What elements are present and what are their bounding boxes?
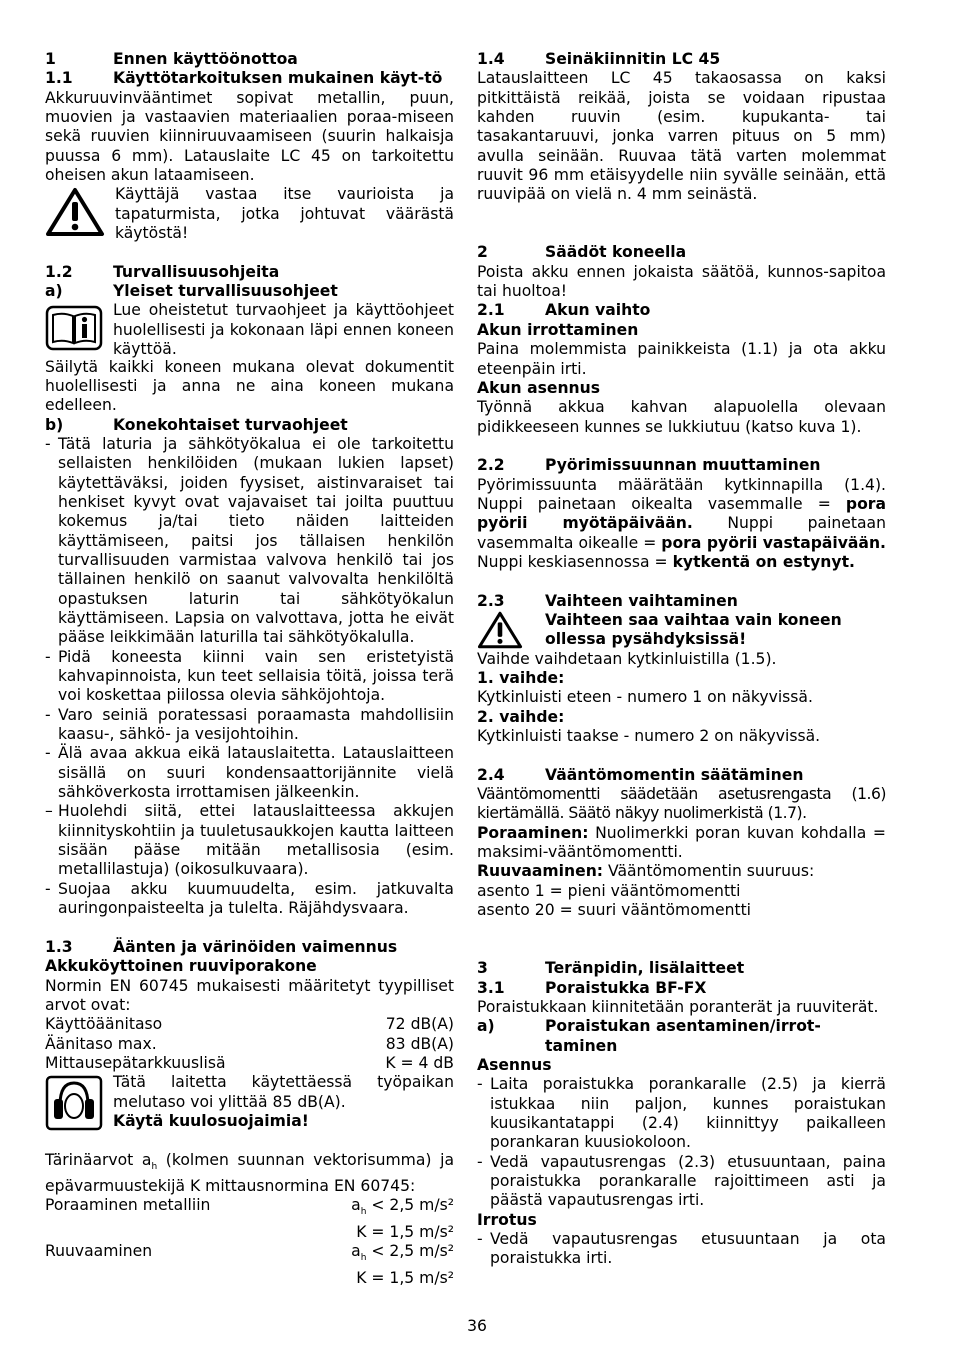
wall-mount-text: Latauslaitteen LC 45 takaosassa on kaksi pitkittäistä reikää, joista se voidaan ripustaa kahden ruuvin (esim. kupukanta- tai tasakantaruuvi, jonka varren pituus on 5 mm) avulla seinään. Ruuvaa tätä varten molemmat ruuvit 96 mm etäisyydelle niin syvälle seinään, että ruuvipää on vielä n. 4 mm seinästä.	[477, 69, 886, 204]
heading-2-3: 2.3 Vaihteen vaihtaminen	[477, 591, 738, 610]
vibration-row: Poraaminen metalliin $a_h < 2,5$ m/s² K = 1,5 m/s²	[45, 1196, 454, 1241]
warning-text: Käyttäjä vastaa itse vaurioista ja tapaturmista, jotka johtuvat väärästä käytöstä!	[115, 185, 454, 243]
vibration-row: Ruuvaaminen $a_h < 2,5$ m/s² K = 1,5 m/s²	[45, 1242, 454, 1287]
info-book-icon	[45, 303, 103, 353]
table-row: Äänitaso max. 83 dB(A)	[45, 1034, 454, 1053]
heading-2: 2 Säädöt koneella	[477, 243, 687, 262]
paragraph: asento 1 = pieni vääntömomentti	[477, 881, 741, 900]
noise-intro: Normin EN 60745 mukaisesti määritetyt tyypilliset arvot ovat:	[45, 976, 454, 1014]
torque-text: Vääntömomentti säädetään asetusrengasta (1.6) kiertämällä. Säätö näkyy nuolimerkistä (1.7).	[477, 785, 886, 823]
right-column	[477, 50, 886, 1269]
info-text: Lue oheistetut turvaohjeet ja käyttöohjeet huolellisesti ja kokonaan läpi ennen koneen käyttöä.	[113, 301, 454, 359]
heading-1-3	[45, 938, 454, 957]
subheading: Akun asennus	[477, 378, 601, 397]
page-number: 36	[467, 1317, 487, 1335]
warning-text: Vaihteen saa vaihtaa vain koneen ollessa pysähdyksissä!	[545, 610, 842, 649]
hearing-protection-icon	[45, 1075, 103, 1131]
heading-number: 1.1	[45, 69, 73, 88]
hearing-note	[45, 1073, 454, 1131]
paragraph: Poraistukkaan kiinnitetään poranterät ja ruuviterät.	[477, 997, 879, 1016]
heading-title: Käyttötarkoituksen mukainen käyt-tö	[113, 69, 443, 88]
paragraph: Kytkinluisti taakse - numero 2 on näkyvissä.	[477, 727, 821, 746]
subheading: 2. vaihde:	[477, 707, 565, 726]
gear-warning	[477, 611, 886, 650]
paragraph: Paina molemmista painikkeista (1.1) ja ota akku eteenpäin irti.	[477, 340, 886, 378]
info-note	[45, 301, 454, 359]
subheading: 1. vaihde:	[477, 669, 565, 687]
list-item: - Vedä vapautusrengas (2.3) etusuuntaan, paina poraistukka porankaralle rajoittimeen asti ja päästä vapautusrengas irti.	[477, 1152, 886, 1210]
heading-1-4: 1.4 Seinäkiinnitin LC 45	[477, 50, 721, 68]
heading-number: 1.3	[45, 937, 73, 956]
intended-use-text: Akkuruuvinvääntimet sopivat metallin, puun, muovien ja vastaavien materiaalien poraa-miseen sekä ruuvien kiinniruuvaamiseen (suurin halkaisja puussa 6 mm). Latauslaite LC 45 on tarkoitettu oheisen akun lataamiseen.	[45, 88, 454, 185]
vibration-intro: Tärinäarvot $a_h$ (kolmen suunnan vektorisumma) ja epävarmuustekijä K mittausnormina EN 60745:	[45, 1150, 454, 1196]
left-column	[45, 50, 454, 1288]
subheading: Akkuköyttoinen ruuviporakone	[45, 957, 317, 976]
warning-icon	[477, 611, 523, 649]
heading-title: Konekohtaiset turvaohjeet	[113, 415, 348, 434]
heading-1-2-a	[45, 282, 454, 301]
heading-title: Turvallisuusohjeita	[113, 262, 280, 281]
list-item: - Varo seiniä poratessasi poraamasta mahdollisiin kaasu-, sähkö- ja vesijohtoihin.	[45, 705, 454, 744]
paragraph: Poraaminen: Nuolimerkki poran kuvan kohdalla = maksimi-vääntömomentti.	[477, 823, 886, 862]
subheading: Irrotus	[477, 1210, 537, 1229]
warning-icon	[45, 187, 105, 237]
list-item: - Älä avaa akkua eikä latauslaitetta. Latauslaitteen sisällä on suuri kondensaattorijännite vielä sähköverkosta irrottamisen jälkeenkin.	[45, 744, 454, 802]
hearing-warning: Käytä kuulosuojaimia!	[113, 1111, 309, 1130]
warning-note	[45, 185, 454, 243]
settings-text: Poista akku ennen jokaista säätöä, kunnos-sapitoa tai huoltoa!	[477, 262, 886, 301]
paragraph: Ruuvaaminen: Vääntömomentin suuruus:	[477, 862, 815, 881]
list-item: – Huolehdi siitä, ettei latauslaitteessa akkujen kiinnityskohtiin ja tuuletusaukkojen kautta laitteen sisään pääse mitään metallisosia (esim. metallilastuja) (oikosulkuvaara).	[45, 802, 454, 879]
paragraph: Kytkinluisti eteen - numero 1 on näkyvissä.	[477, 688, 813, 707]
heading-3-1-a: a) Poraistukan asentaminen/irrot-taminen	[477, 1017, 821, 1055]
table-row: Mittausepätarkkuuslisä K = 4 dB	[45, 1053, 454, 1072]
noise-table	[45, 1015, 454, 1073]
safety-list	[45, 435, 454, 919]
paragraph: Työnnä akkua kahvan alapuolella olevaan pidikkeeseen kunnes se lukkiutuu (katso kuva 1).	[477, 398, 886, 436]
paragraph: Vaihde vaihdetaan kytkinluistilla (1.5).	[477, 649, 777, 668]
heading-1-2	[45, 263, 454, 282]
heading-1-1	[45, 69, 454, 88]
heading-number: 1	[45, 50, 56, 68]
heading-2-4: 2.4 Vääntömomentin säätäminen	[477, 765, 804, 784]
heading-2-2: 2.2 Pyörimissuunnan muuttaminen	[477, 456, 821, 475]
documents-text: Säilytä kaikki koneen mukana olevat dokumentit huolellisesti ja anna ne aina koneen mukana edelleen.	[45, 357, 454, 415]
heading-title: Äänten ja värinöiden vaimennus	[113, 937, 398, 956]
heading-title: Yleiset turvallisuusohjeet	[113, 282, 338, 301]
subheading: Akun irrottaminen	[477, 320, 639, 339]
table-row: Käyttöäänitaso 72 dB(A)	[45, 1015, 454, 1034]
list-item: - Suojaa akku kuumuudelta, esim. jatkuvalta auringonpaisteelta ja tulelta. Räjähdysvaara.	[45, 879, 454, 918]
heading-number: a)	[45, 282, 63, 301]
heading-number: 1.2	[45, 262, 73, 281]
list-item: - Vedä vapautusrengas etusuuntaan ja ota poraistukka irti.	[477, 1229, 886, 1268]
rotation-text: Pyörimissuunta määrätään kytkinnapilla (1.4). Nuppi painetaan oikealta vasemmalle = pora pyörii myötäpäivään. Nuppi painetaan vasemmalta oikealle = pora pyörii vastapäivään. Nuppi keskiasennossa = kytkentä on estynyt.	[477, 475, 886, 571]
heading-1	[45, 50, 454, 69]
heading-3: 3 Teränpidin, lisälaitteet	[477, 959, 745, 978]
list-item: - Laita poraistukka porankaralle (2.5) ja kierrä istukkaa niin paljon, kunnes poraistukan kuusikantatappi (2.4) kiinnittyy paikalleen porankaran kuusiokoloon.	[477, 1075, 886, 1152]
heading-3-1: 3.1 Poraistukka BF-FX	[477, 978, 707, 997]
paragraph: asento 20 = suuri vääntömomentti	[477, 901, 752, 920]
heading-number: b)	[45, 415, 64, 434]
heading-title: Ennen käyttöönottoa	[113, 50, 298, 68]
hearing-text: Tätä laitetta käytettäessä työpaikan melutaso voi ylittää 85 dB(A).	[113, 1073, 454, 1111]
subheading: Asennus	[477, 1055, 552, 1074]
list-item: - Tätä laturia ja sähkötyökalua ei ole tarkoitettu sellaisten henkilöiden (mukaan lukien lapset) käytettäväksi, joiden fyysiset, aistinvaraiset tai henkiset kyvyt ovat vajavaiset tai joilta puuttuu kokemus ja/tai tieto näiden laitteiden käyttämiseen, paitsi jos tällaisen henkilön turvallisuuden varmistaa valvova henkilö tai jos tällainen henkilö on saanut valvovalta henkilöltä opastuksen laturin tai sähkötyökalun käyttämiseen. Lapsia on valvottava, jotta he eivät pääse leikkimään laturilla tai sähkötyökalulla.	[45, 434, 454, 647]
heading-2-1: 2.1 Akun vaihto	[477, 301, 651, 320]
list-item: - Pidä koneesta kiinni vain sen eristetyistä kahvapinnoista, kun teet sellaisia töitä, joissa terä voi koskettaa piilossa olevia sähköjohtoja.	[45, 647, 454, 705]
heading-1-2-b	[45, 416, 454, 435]
